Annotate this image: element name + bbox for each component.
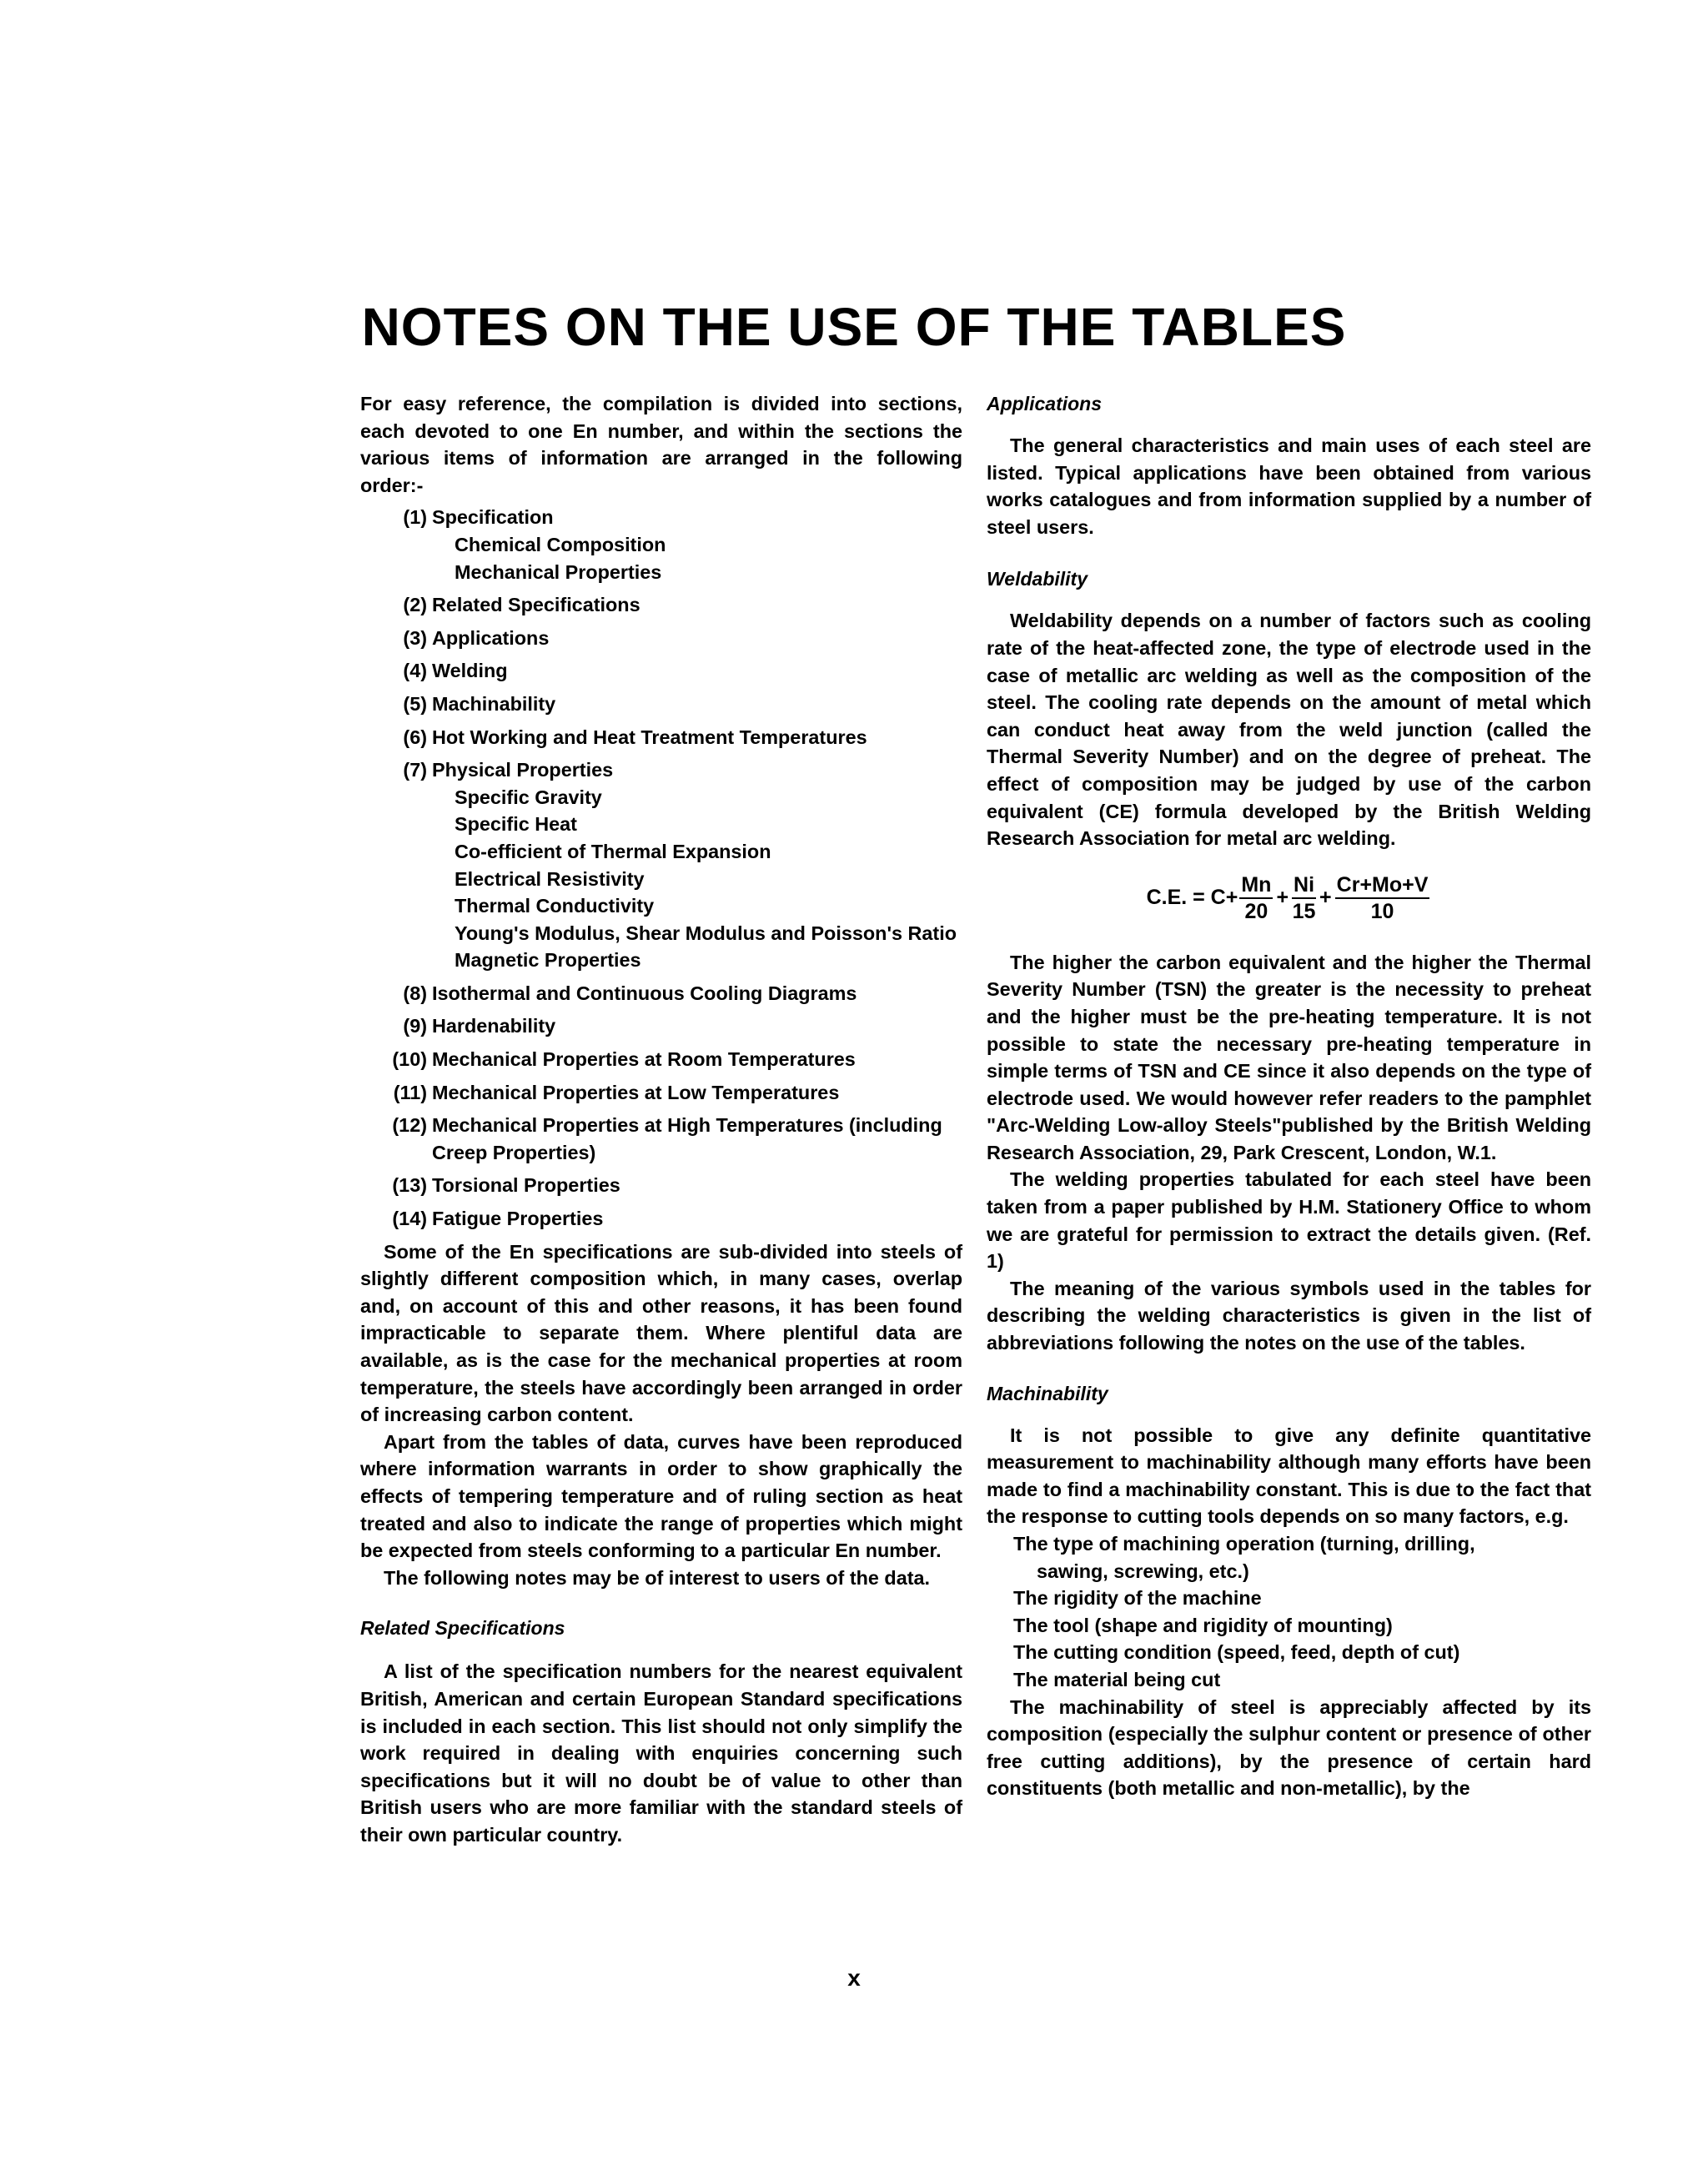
list-item: (9) Hardenability: [403, 1015, 556, 1037]
body-paragraph: A list of the specification numbers for the nearest equivalent British, American and certain European Standard specifications is included in each section. This list should not only simplify the work required in dealing with enquiries concerning such specifications but it will no doubt be of value to other than British users who are more familiar with the standard steels of their own particular country.: [360, 1660, 962, 1846]
list-item: (7) Physical Properties Specific Gravity Specific Heat Co-efficient of Thermal Expansion Electrical Resistivity Thermal Conductivity Young's Modulus, Shear Modulus and Poisson's Ratio Magnetic Properties: [403, 759, 957, 972]
section-heading-weldability: Weldability: [987, 568, 1088, 590]
body-paragraph: The higher the carbon equivalent and the higher the Thermal Severity Number (TSN) the greater is the necessity to preheat and the higher must be the pre-heating temperature. It is not possible to state the necessary pre-heating temperature in simple terms of TSN and CE since it also depends on the type of electrode used. We would however refer readers to the pamphlet "Arc-Welding Low-alloy Steels"published by the British Welding Research Association, 29, Park Crescent, London, W.1.: [987, 951, 1591, 1163]
list-item: (14) Fatigue Properties: [392, 1208, 604, 1230]
body-paragraph: Weldability depends on a number of factors such as cooling rate of the heat-affected zone, the type of electrode used in the case of metallic arc welding as well as the composition of the steel. The cooling rate depends on the amount of metal which can conduct heat away from the weld junction (called the Thermal Severity Number) and on the degree of preheat. The effect of composition may be judged by use of the carbon equivalent (CE) formula developed by the British Welding Research Association for metal arc welding.: [987, 610, 1591, 850]
intro-paragraph: For easy reference, the compilation is divided into sections, each devoted to one En number, and within the sections the various items of information are arranged in the following order:-: [360, 393, 962, 496]
list-item: (6) Hot Working and Heat Treatment Temperatures: [403, 726, 867, 748]
section-heading-related: Related Specifications: [360, 1617, 565, 1640]
section-heading-machinability: Machinability: [987, 1382, 1108, 1404]
body-paragraph: The general characteristics and main uses of each steel are listed. Typical applications have been obtained from various works catalogues and from information supplied by a number of steel users.: [987, 435, 1591, 538]
list-item: The tool (shape and rigidity of mounting): [1013, 1614, 1393, 1636]
list-item: The type of machining operation (turning, drilling,: [1013, 1533, 1475, 1555]
list-item: (4) Welding: [403, 660, 508, 682]
list-item: (3) Applications: [403, 626, 550, 649]
list-item: (1) Specification Chemical Composition Mechanical Properties: [403, 506, 666, 583]
list-item: (10) Mechanical Properties at Room Temperatures: [392, 1048, 856, 1071]
page-number: x: [847, 1965, 861, 1991]
section-heading-applications: Applications: [987, 393, 1103, 414]
body-paragraph: The welding properties tabulated for each steel have been taken from a paper published by H.M. Stationery Office to whom we are grateful for permission to extract the details given. (Ref. 1): [987, 1168, 1591, 1273]
list-item: (8) Isothermal and Continuous Cooling Diagrams: [403, 982, 857, 1004]
factor-list: [987, 1530, 1591, 1694]
list-item: (2) Related Specifications: [403, 594, 640, 616]
right-column: [987, 390, 1591, 1802]
list-item: The cutting condition (speed, feed, depth of cut): [1013, 1641, 1460, 1664]
list-item: (13) Torsional Properties: [392, 1174, 620, 1197]
body-paragraph: Some of the En specifications are sub-divided into steels of slightly different composition which, in many cases, overlap and, on account of this and other reasons, it has been found impracticable to separate them. Where plentiful data are available, as is the case for the mechanical properties at room temperature, the steels have accordingly been arranged in order of increasing carbon content.: [360, 1240, 962, 1426]
order-list: [360, 504, 962, 1232]
body-paragraph: The following notes may be of interest to users of the data.: [384, 1566, 931, 1589]
left-column: [360, 390, 962, 1849]
page-title: NOTES ON THE USE OF THE TABLES: [361, 297, 1347, 357]
body-paragraph: The meaning of the various symbols used in the tables for describing the welding characteristics is given in the list of abbreviations following the notes on the use of the tables.: [987, 1277, 1591, 1354]
list-item: (12) Mechanical Properties at High Temperatures (including Creep Properties): [392, 1114, 942, 1163]
body-paragraph: The machinability of steel is appreciably affected by its composition (especially the sulphur content or presence of other free cutting additions), by the presence of certain hard constituents (both metallic and non-metallic), by the: [987, 1695, 1591, 1800]
carbon-equivalent-formula: C.E. = C+ $\frac{Mn}{20}$ + $\frac{Ni}{15}$ + $\frac{Cr+Mo+V}{10}$: [1146, 872, 1429, 923]
list-item: sawing, screwing, etc.): [1037, 1560, 1249, 1582]
list-item: The rigidity of the machine: [1013, 1587, 1262, 1610]
list-item: (11) Mechanical Properties at Low Temperatures: [393, 1081, 840, 1103]
list-item: (5) Machinability: [403, 692, 556, 715]
body-paragraph: It is not possible to give any definite quantitative measurement to machinability although many efforts have been made to find a machinability constant. This is due to the fact that the response to cutting tools depends on so many factors, e.g.: [987, 1424, 1591, 1528]
list-item: The material being cut: [1013, 1668, 1221, 1690]
body-paragraph: Apart from the tables of data, curves have been reproduced where information warrants in order to show graphically the effects of tempering temperature and of ruling section as heat treated and also to indicate the range of properties which might be expected from steels conforming to a particular En number.: [360, 1430, 962, 1562]
